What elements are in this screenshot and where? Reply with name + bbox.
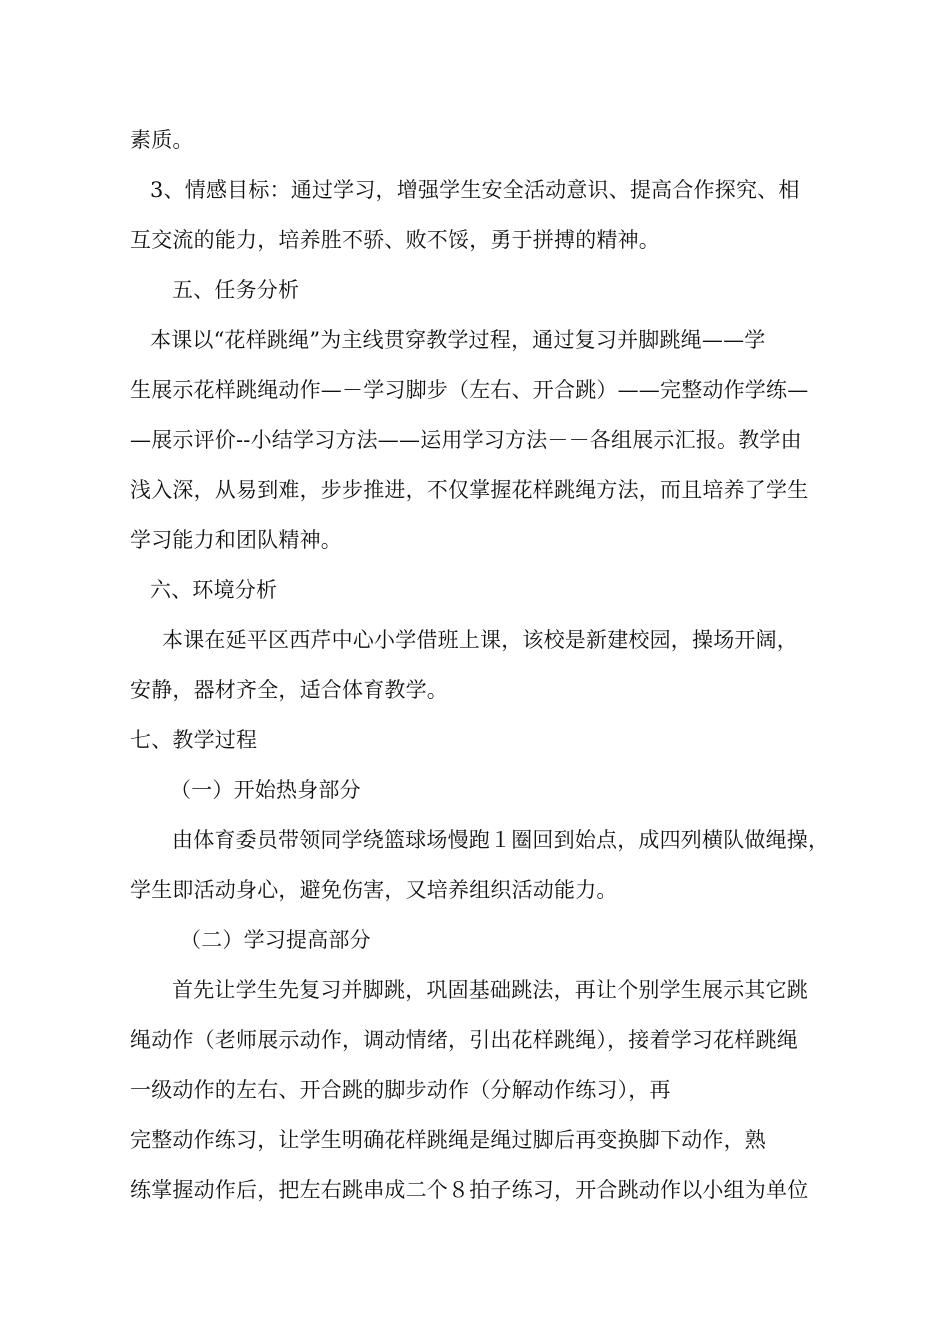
text-line: 学生即活动身心，避免伤害，又培养组织活动能力。	[130, 878, 618, 902]
text-line: 生展示花样跳绳动作—－学习脚步（左右、开合跳）——完整动作学练—	[130, 378, 809, 402]
text-line: 绳动作（老师展示动作，调动情绪，引出花样跳绳），接着学习花样跳绳	[130, 1028, 798, 1052]
section-heading: 六、环境分析	[150, 578, 278, 602]
subsection-heading: （一）开始热身部分	[170, 778, 361, 802]
text-line: 3、情感目标：通过学习，增强学生安全活动意识、提高合作探究、相	[150, 178, 800, 202]
text-line: 学习能力和团队精神。	[130, 528, 342, 552]
section-heading: 七、教学过程	[130, 728, 258, 752]
text-line: 本课在延平区西芹中心小学借班上课，该校是新建校园，操场开阔，	[162, 628, 798, 652]
text-line: 完整动作练习，让学生明确花样跳绳是绳过脚后再变换脚下动作，熟	[130, 1128, 766, 1152]
text-line: 练掌握动作后，把左右跳串成二个８拍子练习，开合跳动作以小组为单位	[130, 1178, 809, 1202]
text-line: 浅入深，从易到难，步步推进，不仅掌握花样跳绳方法，而且培养了学生	[130, 478, 809, 502]
text-line: 素质。	[130, 128, 194, 152]
text-line: —展示评价--小结学习方法——运用学习方法－－各组展示汇报。教学由	[130, 428, 802, 452]
text-line: 安静，器材齐全，适合体育教学。	[130, 678, 448, 702]
text-line: 本课以“花样跳绳”为主线贯穿教学过程，通过复习并脚跳绳——学	[150, 328, 766, 352]
text-line: 由体育委员带领同学绕篮球场慢跑１圈回到始点，成四列横队做绳操，	[172, 828, 830, 852]
subsection-heading: （二）学习提高部分	[180, 928, 371, 952]
text-line: 一级动作的左右、开合跳的脚步动作（分解动作练习），再	[130, 1078, 671, 1102]
text-line: 互交流的能力，培养胜不骄、败不馁，勇于拼搏的精神。	[130, 228, 660, 252]
section-heading: 五、任务分析	[172, 278, 300, 302]
text-line: 首先让学生先复习并脚跳，巩固基础跳法，再让个别学生展示其它跳	[172, 978, 808, 1002]
